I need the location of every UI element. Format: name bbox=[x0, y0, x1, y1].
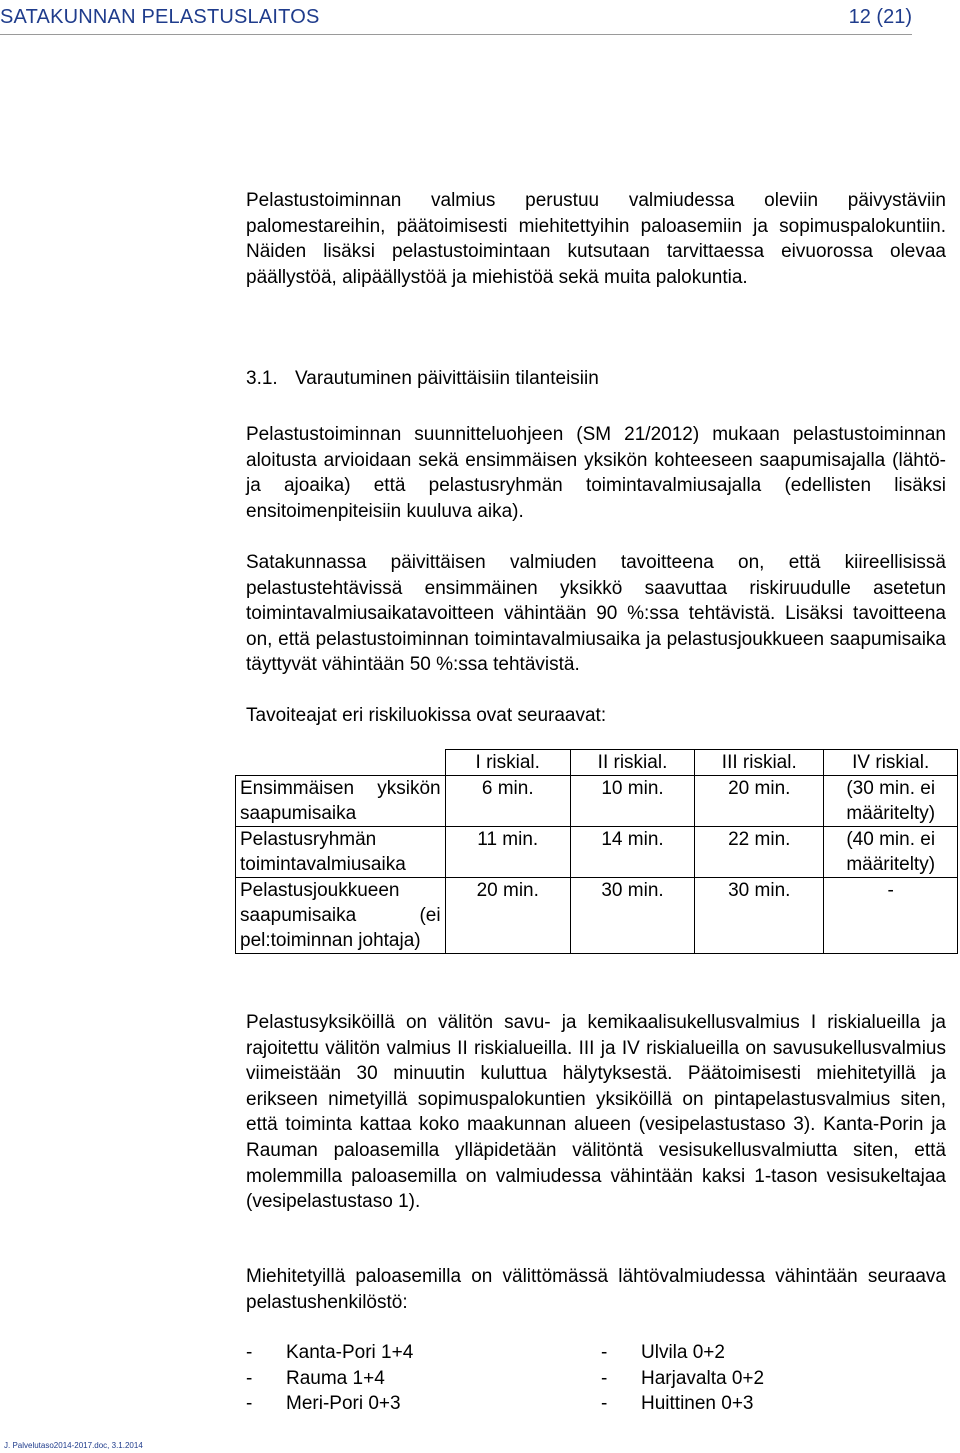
paragraph-2: Satakunnassa päivittäisen valmiuden tavoitteena on, että kiireellisissä pelastustehtävissä ensimmäinen yksikkö saavuttaa riskiruudulle asetetun toimintavalmiusaikatavoitteen vähintään 90 %:ssa tehtävistä. Lisäksi tavoitteena on, että pelastustoiminnan toimintavalmiusaika ja pelastusjoukkueen saapumisaika täyttyvät vähintään 50 %:ssa tehtävistä. bbox=[246, 552, 946, 676]
table-row-label: Ensimmäisen yksikön saapumisaika bbox=[236, 776, 446, 827]
table-cell: 11 min. bbox=[445, 827, 570, 878]
list-item bbox=[601, 1391, 764, 1417]
list-item bbox=[601, 1366, 764, 1392]
table-header-cell: II riskial. bbox=[570, 750, 694, 776]
section-number: 3.1. bbox=[246, 368, 278, 389]
table-header-cell: III riskial. bbox=[695, 750, 824, 776]
table-cell: (30 min. ei määritelty) bbox=[824, 776, 958, 827]
intro-section bbox=[246, 188, 946, 290]
risk-target-table bbox=[235, 749, 958, 954]
list-item bbox=[246, 1340, 413, 1366]
paragraph-1: Pelastustoiminnan suunnitteluohjeen (SM 21/2012) mukaan pelastustoiminnan aloitusta arvioidaan sekä ensimmäisen yksikön kohteeseen saapumisajalla (lähtö- ja ajoaika) että pelastusryhmän toimintavalmiusajalla (edellisten lisäksi ensitoimenpiteisiin kuuluva aika). bbox=[246, 424, 946, 522]
table-header-row bbox=[236, 750, 958, 776]
table-row bbox=[236, 878, 958, 954]
station-list-right bbox=[601, 1340, 764, 1417]
table-row bbox=[236, 827, 958, 878]
table-cell: 22 min. bbox=[695, 827, 824, 878]
list-dash: - bbox=[246, 1367, 253, 1389]
list-item bbox=[246, 1391, 413, 1417]
paragraph-1-block bbox=[246, 422, 946, 524]
table-row bbox=[236, 776, 958, 827]
table-cell: 30 min. bbox=[695, 878, 824, 954]
document-footer: J. Palvelutaso2014-2017.doc, 3.1.2014 bbox=[4, 1441, 143, 1450]
section-title: Varautuminen päivittäisiin tilanteisiin bbox=[295, 368, 599, 389]
station-entry: Kanta-Pori 1+4 bbox=[286, 1342, 414, 1363]
station-entry: Harjavalta 0+2 bbox=[641, 1367, 765, 1389]
table-cell: (40 min. ei määritelty) bbox=[824, 827, 958, 878]
readiness-block bbox=[246, 1010, 946, 1215]
table-cell: 6 min. bbox=[445, 776, 570, 827]
page-number: 12 (21) bbox=[848, 6, 912, 28]
table-corner-cell bbox=[236, 750, 446, 776]
station-entry: Meri-Pori 0+3 bbox=[286, 1393, 401, 1415]
intro-paragraph: Pelastustoiminnan valmius perustuu valmiudessa oleviin päivystäviin palomestareihin, päätoimisesti miehitettyihin paloasemiin ja sopimuspalokuntiin. Näiden lisäksi pelastustoimintaan kutsutaan tarvittaessa eivuorossa olevaa päällystöä, alipäällystöä ja miehistöä sekä muita palokuntia. bbox=[246, 190, 946, 288]
list-item bbox=[601, 1340, 764, 1366]
table-cell: 10 min. bbox=[570, 776, 694, 827]
station-entry: Ulvila 0+2 bbox=[641, 1342, 725, 1363]
table-cell: - bbox=[824, 878, 958, 954]
table-header-cell: I riskial. bbox=[445, 750, 570, 776]
staffing-intro: Miehitetyillä paloasemilla on välittömässä lähtövalmiudessa vähintään seuraava pelastushenkilöstö: bbox=[246, 1266, 946, 1313]
page-header bbox=[0, 4, 912, 35]
list-item bbox=[246, 1366, 413, 1392]
list-dash: - bbox=[601, 1393, 608, 1415]
station-entry: Rauma 1+4 bbox=[286, 1367, 385, 1389]
table-header-cell: IV riskial. bbox=[824, 750, 958, 776]
table-cell: 20 min. bbox=[695, 776, 824, 827]
section-heading bbox=[246, 368, 599, 390]
paragraph-2-block bbox=[246, 550, 946, 678]
list-dash: - bbox=[246, 1342, 253, 1363]
list-dash: - bbox=[246, 1393, 253, 1415]
organization-name: SATAKUNNAN PELASTUSLAITOS bbox=[0, 6, 320, 28]
paragraph-3-block bbox=[246, 703, 946, 729]
station-entry: Huittinen 0+3 bbox=[641, 1393, 754, 1415]
table-intro: Tavoiteajat eri riskiluokissa ovat seuraavat: bbox=[246, 705, 607, 726]
table-cell: 30 min. bbox=[570, 878, 694, 954]
staffing-intro-block bbox=[246, 1264, 946, 1315]
table-row-label: Pelastusjoukkueen saapumisaika (ei pel:toiminnan johtaja) bbox=[236, 878, 446, 954]
table-cell: 14 min. bbox=[570, 827, 694, 878]
table-cell: 20 min. bbox=[445, 878, 570, 954]
list-dash: - bbox=[601, 1367, 608, 1389]
list-dash: - bbox=[601, 1342, 608, 1363]
table-row-label: Pelastusryhmän toimintavalmiusaika bbox=[236, 827, 446, 878]
readiness-paragraph: Pelastusyksiköillä on välitön savu- ja kemikaalisukellusvalmius I riskialueilla ja rajoitettu välitön valmius II riskialueilla. III ja IV riskialueilla on savusukellusvalmius viimeistään 30 minuutin kuluttua hälytyksestä. Päätoimisesti miehitetyillä ja erikseen nimetyillä sopimuspalokuntien yksiköillä on pintapelastusvalmius siten, että toiminta kattaa koko maakunnan alueen (vesipelastustaso 3). Kanta-Porin ja Rauman paloasemilla ylläpidetään välitöntä vesisukellusvalmiutta siten, että molemmilla paloasemilla on valmiudessa vähintään kaksi 1-tason vesisukeltajaa (vesipelastustaso 1). bbox=[246, 1012, 946, 1213]
station-list-left bbox=[246, 1340, 413, 1417]
